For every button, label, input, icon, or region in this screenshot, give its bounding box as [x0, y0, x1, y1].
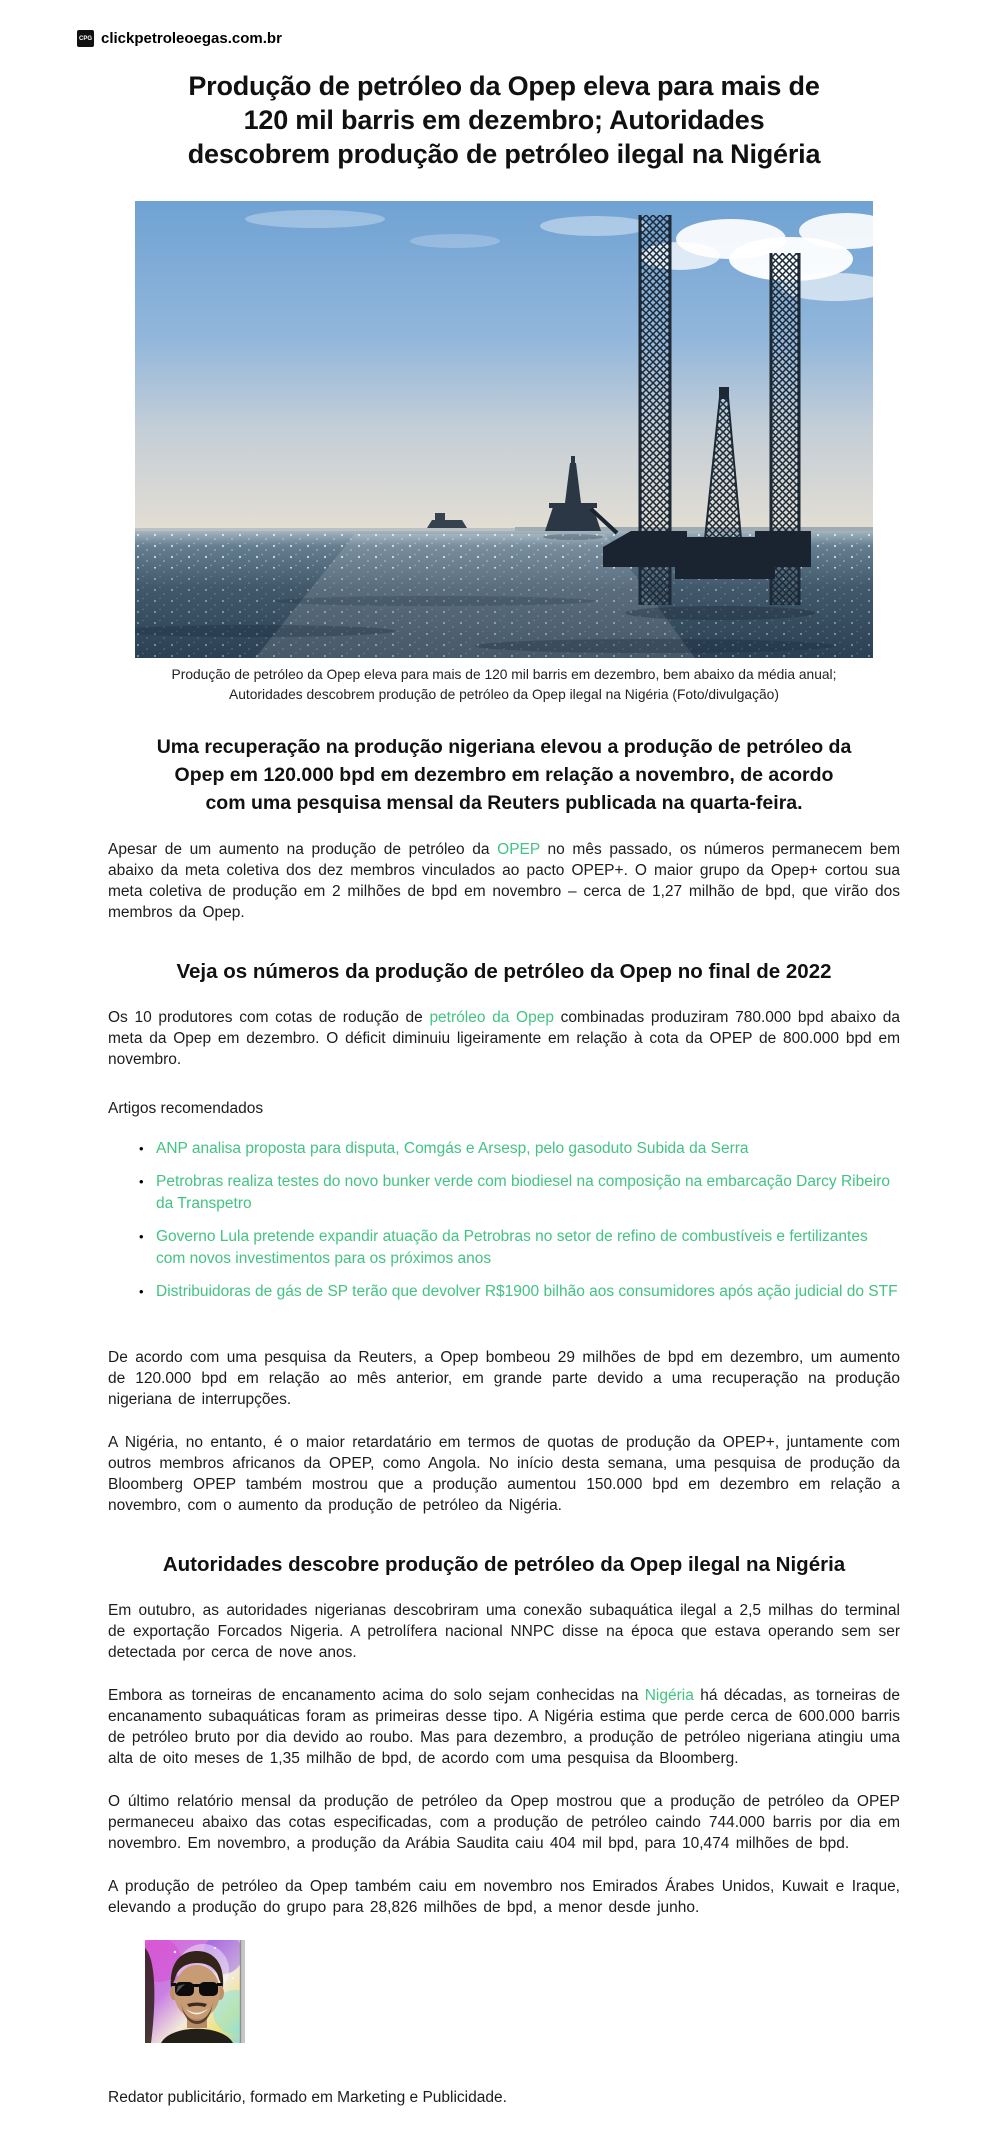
- paragraph-text: Apesar de um aumento na produção de petróleo da: [108, 841, 498, 858]
- section-heading-numbers: Veja os números da produção de petróleo da Opep no final de 2022: [176, 960, 832, 983]
- paragraph-text: há décadas, as torneiras de encanamento subaquáticas foram as primeiras desse tipo. A Nigéria estima que perde cerca de 600.000 barris de petróleo bruto por dia devido ao roubo. Mas para dezembro, a produção de petróleo nigeriana atingiu uma alta de oito meses de 1,35 milhão de bpd, de acordo com uma pesquisa da Bloomberg.: [108, 1687, 900, 1767]
- paragraph-text: Os 10 produtores com cotas de rodução de: [108, 1009, 430, 1026]
- recommended-label: Artigos recomendados: [108, 1100, 264, 1117]
- author-avatar-photo: [145, 1940, 245, 2043]
- recommended-link[interactable]: Petrobras realiza testes do novo bunker verde com biodiesel na composição na embarcação Darcy Ribeiro da Transpetro: [156, 1173, 891, 1212]
- hero-caption: Produção de petróleo da Opep eleva para mais de 120 mil barris em dezembro, bem abaixo da média anual; Autoridades descobrem produção de petróleo da Opep ilegal na Nigéria (Foto/divulgação): [171, 667, 837, 702]
- hero-photo-oil-rigs: [135, 201, 873, 658]
- author-avatar: [145, 1940, 245, 2043]
- paragraph-october: Em outubro, as autoridades nigerianas descobriram uma conexão subaquática ilegal a 2,5 milhas do terminal de exportação Forcados Nigeria. A petrolífera nacional NNPC disse na época que estava operando sem ser detectada por cerca de nove anos.: [108, 1602, 900, 1661]
- article-body: [108, 201, 900, 2107]
- recommended-link[interactable]: Distribuidoras de gás de SP terão que devolver R$1900 bilhão aos consumidores após ação judicial do STF: [156, 1283, 898, 1300]
- recommended-item: [156, 1138, 900, 1160]
- inline-link-opep[interactable]: OPEP: [497, 841, 540, 858]
- recommended-link[interactable]: ANP analisa proposta para disputa, Comgás e Arsesp, pelo gasoduto Subida da Serra: [156, 1140, 749, 1157]
- recommended-item: [156, 1281, 900, 1303]
- paragraph-quota: [108, 1007, 900, 1070]
- inline-link-nigeria[interactable]: Nigéria: [644, 1687, 694, 1704]
- site-favicon-icon: CPG: [77, 30, 94, 47]
- paragraph-text: Embora as torneiras de encanamento acima do solo sejam conhecidas na: [108, 1687, 645, 1704]
- section-heading-illegal: Autoridades descobre produção de petróleo da Opep ilegal na Nigéria: [162, 1553, 846, 1576]
- site-domain-link[interactable]: clickpetroleoegas.com.br: [101, 30, 282, 47]
- paragraph-nigeria-lag: A Nigéria, no entanto, é o maior retardatário em termos de quotas de produção da OPEP+, juntamente com outros membros africanos da OPEP, como Angola. No início desta semana, uma pesquisa de produção da Bloomberg OPEP também mostrou que a produção aumentou 150.000 bpd em dezembro em relação a novembro, com o aumento da produção de petróleo da Nigéria.: [108, 1434, 900, 1514]
- article-title: [89, 69, 919, 171]
- paragraph-taps: [108, 1685, 900, 1769]
- article-title-line: descobrem produção de petróleo ilegal na Nigéria: [187, 139, 821, 169]
- inline-link-petroleo-opep[interactable]: petróleo da Opep: [429, 1009, 554, 1026]
- recommended-item: [156, 1171, 900, 1215]
- article-title-line: Produção de petróleo da Opep eleva para mais de: [188, 71, 820, 101]
- paragraph-reuters: De acordo com uma pesquisa da Reuters, a Opep bombeou 29 milhões de bpd em dezembro, um aumento de 120.000 bpd em relação ao mês anterior, em grande parte devido a uma recuperação na produção nigeriana de interrupções.: [108, 1349, 900, 1408]
- author-bio: Redator publicitário, formado em Marketing e Publicidade.: [108, 2089, 507, 2106]
- paragraph-uae: A produção de petróleo da Opep também caiu em novembro nos Emirados Árabes Unidos, Kuwait e Iraque, elevando a produção do grupo para 28,826 milhões de bpd, a menor desde junho.: [108, 1878, 900, 1916]
- article-title-line: 120 mil barris em dezembro; Autoridades: [243, 105, 765, 135]
- paragraph-report: O último relatório mensal da produção de petróleo da Opep mostrou que a produção de petróleo da OPEP permaneceu abaixo das cotas especificadas, com a produção de petróleo caindo 744.000 barris por dia em novembro. Em novembro, a produção da Arábia Saudita caiu 404 mil bpd, para 10,474 milhões de bpd.: [108, 1793, 900, 1852]
- paragraph-intro: [108, 839, 900, 923]
- recommended-link[interactable]: Governo Lula pretende expandir atuação da Petrobras no setor de refino de combustíveis e fertilizantes com novos investimentos para os próximos anos: [156, 1228, 868, 1267]
- hero-figure: [135, 201, 873, 705]
- recommended-list: [108, 1138, 900, 1303]
- paragraph-text: no mês passado, os números permanecem bem abaixo da meta coletiva dos dez membros vinculados ao pacto OPEP+. O maior grupo da Opep+ cortou sua meta coletiva de produção em 2 milhões de bpd em novembro – cerca de 1,27 milhão de bpd, que virão dos membros da Opep.: [108, 841, 900, 921]
- recommended-item: [156, 1226, 900, 1270]
- site-header: [77, 0, 1008, 47]
- paragraph-text: combinadas produziram 780.000 bpd abaixo da meta da Opep em dezembro. O déficit diminuiu ligeiramente em relação à cota da OPEP de 800.000 bpd em novembro.: [108, 1009, 900, 1068]
- lead-paragraph: Uma recuperação na produção nigeriana elevou a produção de petróleo da Opep em 120.000 bpd em dezembro em relação a novembro, de acordo com uma pesquisa mensal da Reuters publicada na quarta-feira.: [156, 736, 852, 814]
